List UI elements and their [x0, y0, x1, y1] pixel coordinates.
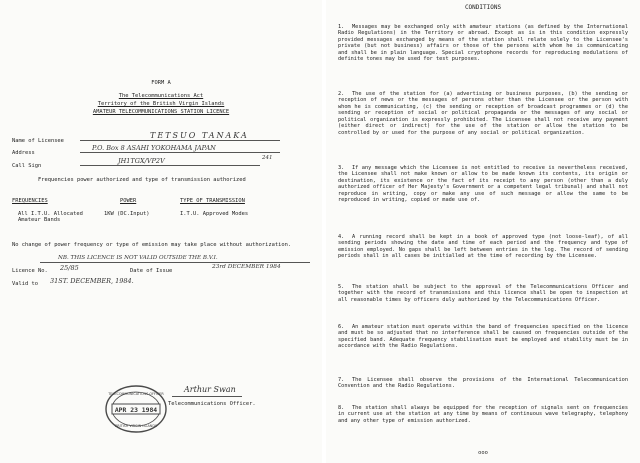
condition-text: The Licensee shall observe the provisions of the International Telecommunication Convention and the Radio Regulations. — [338, 377, 628, 390]
address-suffix: 241 — [262, 155, 273, 161]
licence-no-value: 25/85 — [60, 264, 79, 272]
condition-4 — [338, 234, 628, 260]
address-label: Address — [12, 150, 35, 156]
condition-text: If any message which the Licensee is not entitled to receive is nevertheless received, the Licensee shall not make known or allow to be made known its contents, its origin or destination, its existence or the fact of its receipt to any person (other than a duly authorized officer of Her Majesty's Government or a competent legal tribunal) and shall not reproduce in writing, copy or make any use of such message or allow the same to be reproduced in writing, copied or made use of. — [338, 165, 628, 204]
handwritten-note-underline — [40, 262, 310, 263]
address-value: P.O. Box 8 ASAHI YOKOHAMA JAPAN — [92, 144, 216, 152]
frequencies-intro: Frequencies power authorized and type of transmission authorized — [38, 177, 246, 183]
handwritten-note: NB. THIS LICENCE IS NOT VALID OUTSIDE THE B.V.I. — [58, 255, 218, 261]
date-issue-value: 23rd DECEMBER 1984 — [212, 264, 281, 270]
stamp-text-top: TELECOMMUNICATIONS OFFICER — [108, 392, 164, 396]
licence-heading: AMATEUR TELECOMMUNICATIONS STATION LICENCE — [92, 109, 230, 115]
condition-number: 7. — [338, 377, 345, 383]
valid-value: 31ST. DECEMBER, 1984. — [50, 277, 134, 285]
condition-text: An amateur station must operate within the band of frequencies specified on the licence and must be so adjusted that no interference shall be caused on frequencies outside of the specified band. Adequate frequency stabilisation must be employed and stability must be in accordance with the Radio Regulations. — [338, 324, 628, 350]
officer-label: Telecommunications Officer. — [168, 401, 256, 407]
act-title: The Telecommunications Act — [118, 93, 204, 99]
condition-2 — [338, 91, 628, 136]
conditions-page — [326, 0, 640, 463]
condition-number: 6. — [338, 324, 345, 330]
stamp-date: APR 23 1984 — [114, 406, 158, 414]
callsign-label: Call Sign — [12, 163, 42, 169]
no-change-note: No change of power frequency or type of emission may take place without authorization. — [12, 242, 292, 248]
valid-label: Valid to — [12, 281, 38, 287]
condition-number: 8. — [338, 405, 345, 411]
table-header-power: POWER — [120, 198, 137, 204]
territory-title: Territory of the British Virgin Islands — [97, 101, 225, 107]
table-cell-power: 1KW (DC.Input) — [104, 211, 150, 217]
table-header-transmission: TYPE OF TRANSMISSION — [180, 198, 245, 204]
page-footer: ooo — [478, 450, 488, 456]
condition-1 — [338, 24, 628, 63]
condition-3 — [338, 165, 628, 204]
condition-6 — [338, 324, 628, 350]
name-value: TETSUO TANAKA — [150, 131, 249, 140]
table-cell-frequencies: All I.T.U. Allocated Amateur Bands — [18, 211, 83, 224]
official-stamp — [104, 383, 168, 435]
stamp-text-bottom: BRITISH VIRGIN ISLANDS — [114, 424, 158, 428]
name-underline — [80, 140, 280, 141]
conditions-heading: CONDITIONS — [464, 4, 502, 11]
condition-text: The station shall always be equipped for the reception of signals sent on frequencies in current use at the station at any time by means of continuous wave telegraphy, telephony and any other type of emission authorized. — [338, 405, 628, 424]
condition-number: 3. — [338, 165, 345, 171]
condition-number: 1. — [338, 24, 345, 30]
condition-7 — [338, 377, 628, 390]
table-cell-transmission: I.T.U. Approved Modes — [180, 211, 249, 217]
licence-no-label: Licence No. — [12, 268, 48, 274]
address-underline — [80, 152, 280, 153]
condition-number: 2. — [338, 91, 345, 97]
condition-number: 4. — [338, 234, 345, 240]
table-header-frequencies: FREQUENCIES — [12, 198, 48, 204]
signature: Arthur Swan — [184, 385, 236, 394]
condition-number: 5. — [338, 284, 345, 290]
callsign-underline — [80, 165, 260, 166]
condition-text: A running record shall be kept in a book of approved type (not loose-leaf), of all sending periods showing the date and time of each period and the frequency and type of emission employed. No gaps shall be left between entries in the log. The record of sending periods shall in all cases be initialled at the time of recording by the Licensee. — [338, 234, 628, 260]
condition-text: Messages may be exchanged only with amateur stations (as defined by the International Radio Regulations) in the Territory or abroad. Except as is in this condition expressly provided messages exchanged by means of the station shall relate solely to the Licensee's private (but not business) affairs or those of the persons with whom he is communicating and shall be in plain language. Special cryptophone records for reproducing modulations of definite tones may be used for test purposes. — [338, 24, 628, 63]
form-title: FORM A — [151, 80, 171, 86]
signature-line — [172, 396, 242, 397]
date-issue-label: Date of Issue — [130, 268, 173, 274]
condition-text: The station shall be subject to the approval of the Telecommunications Officer and together with the record of transmissions and this licence shall be open to inspection at all reasonable times by officers duly authorized by the Telecommunications Officer. — [338, 284, 628, 303]
condition-8 — [338, 405, 628, 424]
condition-text: The use of the station for (a) advertising or business purposes, (b) the sending or reception of news or the messages of persons other than the Licensee or the person with whom he is communicating, (c) the sending or reception of broadcast programmes or (d) the sending or reception of social or political propaganda or the messages of any social or political organization is expressly prohibited. The Licensee shall not receive any payment (either direct or indirect) for the use of the station or allow the station to be controlled by or used for the purpose of any social or political organization. — [338, 91, 628, 136]
callsign-value: JH1TGX/VP2V — [118, 157, 165, 165]
name-label: Name of Licensee — [12, 138, 64, 144]
condition-5 — [338, 284, 628, 303]
